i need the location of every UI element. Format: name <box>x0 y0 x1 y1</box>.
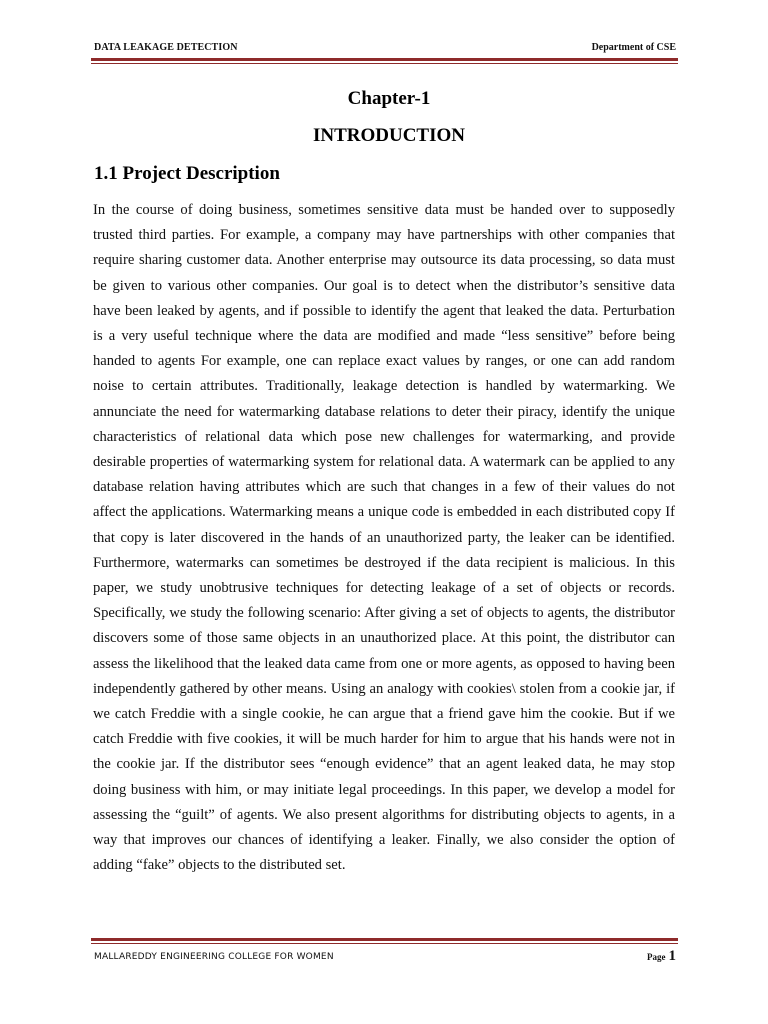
section-heading: 1.1 Project Description <box>94 163 280 184</box>
footer-rule-thin <box>91 943 678 944</box>
page-number: 1 <box>668 948 676 964</box>
section-body-paragraph: In the course of doing business, sometimes sensitive data must be handed over to supposedly trusted third parties. For example, a company may have partnerships with other companies that require sharing customer data. Another enterprise may outsource its data processing, so data must be given to various other companies. Our goal is to detect when the distributor’s sensitive data have been leaked by agents, and if possible to identify the agent that leaked the data. Perturbation is a very useful technique where the data are modified and made “less sensitive” before being handed to agents For example, one can replace exact values by ranges, or one can add random noise to certain attributes. Traditionally, leakage detection is handled by watermarking. We annunciate the need for watermarking database relations to deter their piracy, identify the unique characteristics of relational data which pose new challenges for watermarking, and provide desirable properties of watermarking system for relational data. A watermark can be applied to any database relation having attributes which are such that changes in a few of their values do not affect the applications. Watermarking means a unique code is embedded in each distributed copy If that copy is later discovered in the hands of an unauthorized party, the leaker can be identified. Furthermore, watermarks can sometimes be destroyed if the data recipient is malicious. In this paper, we study unobtrusive techniques for detecting leakage of a set of objects or records. Specifically, we study the following scenario: After giving a set of objects to agents, the distributor discovers some of those same objects in an unauthorized place. At this point, the distributor can assess the likelihood that the leaked data came from one or more agents, as opposed to having been independently gathered by other means. Using an analogy with cookies\ stolen from a cookie jar, if we catch Freddie with a single cookie, he can argue that a friend gave him the cookie. But if we catch Freddie with five cookies, it will be much harder for him to argue that his hands were not in the cookie jar. If the distributor sees “enough evidence” that an agent leaked data, he may stop doing business with him, or may initiate legal proceedings. In this paper, we develop a model for assessing the “guilt” of agents. We also present algorithms for distributing objects to agents, in a way that improves our chances of identifying a leaker. Finally, we also consider the option of adding “fake” objects to the distributed set. <box>93 202 675 874</box>
footer-page-indicator <box>647 947 676 965</box>
header-rule-thin <box>91 63 678 64</box>
header-rule-thick <box>91 58 678 61</box>
footer-college-name: MALLAREDDY ENGINEERING COLLEGE FOR WOMEN <box>94 952 334 962</box>
chapter-title: INTRODUCTION <box>312 125 466 146</box>
running-header-department: Department of CSE <box>591 42 676 53</box>
running-header-title: DATA LEAKAGE DETECTION <box>94 42 238 53</box>
chapter-number: Chapter-1 <box>347 88 431 109</box>
page-label: Page <box>647 952 666 962</box>
footer-rule-thick <box>91 938 678 941</box>
